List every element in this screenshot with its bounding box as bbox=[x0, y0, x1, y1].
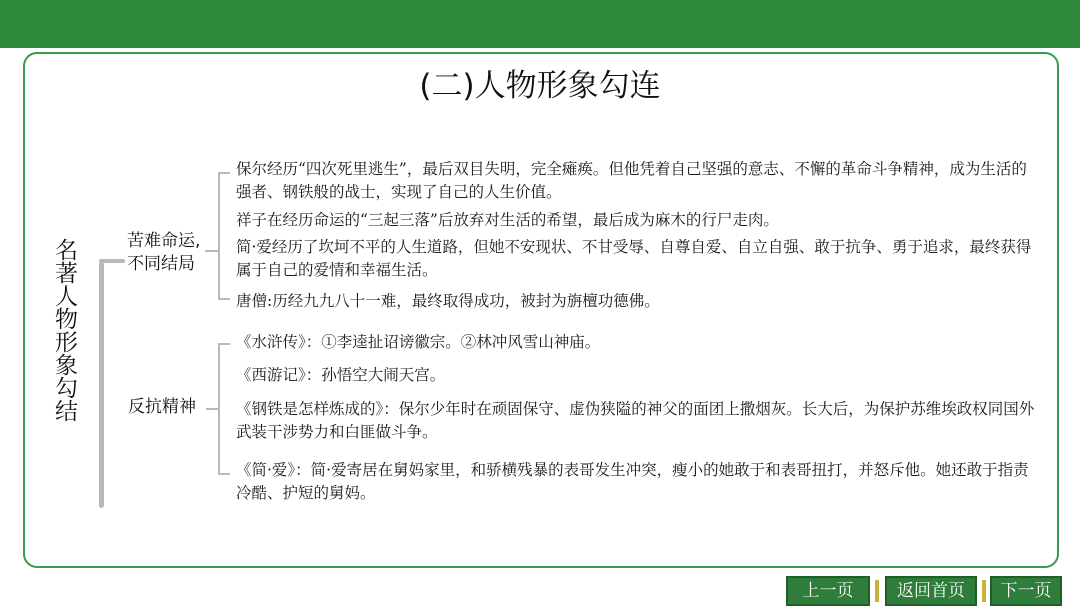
branch-fate-bracket bbox=[218, 172, 220, 300]
nav-separator bbox=[982, 580, 986, 602]
branch-resistance-tick-4 bbox=[218, 473, 230, 475]
branch-fate-connector bbox=[205, 250, 219, 252]
branch-fate-tick-1 bbox=[218, 172, 230, 174]
prev-page-button[interactable]: 上一页 bbox=[786, 576, 870, 606]
slide-title: (二)人物形象勾连 bbox=[419, 68, 661, 104]
branch-resistance-bracket bbox=[218, 343, 220, 475]
branch-label-resistance: 反抗精神 bbox=[128, 397, 196, 417]
fate-item-pavel: 保尔经历“四次死里逃生”，最后双目失明，完全瘫痪。但他凭着自己坚强的意志、不懈的革命斗争精神，成为生活的强者、钢铁般的战士，实现了自己的人生价值。 bbox=[236, 160, 1027, 201]
vertical-topic-title: 名著人物形象勾结 bbox=[51, 238, 77, 422]
main-bracket-line bbox=[99, 262, 104, 508]
branch-fate-tick-4 bbox=[218, 298, 230, 300]
branch-label-fate: 苦难命运, 不同结局 bbox=[127, 231, 201, 274]
home-button[interactable]: 返回首页 bbox=[885, 576, 977, 606]
resistance-item-steel: 《钢铁是怎样炼成的》：保尔少年时在顽固保守、虚伪狭隘的神父的面团上撒烟灰。长大后，为保护苏维埃政权同国外武装干涉势力和白匪做斗争。 bbox=[236, 400, 1035, 441]
fate-item-xiangzi: 祥子在经历命运的“三起三落”后放弃对生活的希望，最后成为麻木的行尸走肉。 bbox=[236, 211, 779, 229]
fate-item-jane-eyre: 简·爱经历了坎坷不平的人生道路，但她不安现状、不甘受辱、自尊自爱、自立自强、敢于抗争、勇于追求，最终获得属于自己的爱情和幸福生活。 bbox=[236, 238, 1032, 279]
fate-item-tang-monk: 唐僧:历经九九八十一难，最终取得成功，被封为旃檀功德佛。 bbox=[236, 292, 660, 310]
branch-resistance-tick-1 bbox=[218, 343, 230, 345]
main-bracket-top-arm bbox=[99, 259, 125, 263]
top-banner bbox=[0, 0, 1080, 48]
resistance-item-water-margin: 《水浒传》：①李逵扯诏谤徽宗。②林冲风雪山神庙。 bbox=[236, 333, 601, 351]
resistance-item-journey-west: 《西游记》：孙悟空大闹天宫。 bbox=[236, 366, 446, 384]
resistance-item-jane-eyre: 《简·爱》：简·爱寄居在舅妈家里，和骄横残暴的表哥发生冲突，瘦小的她敢于和表哥扭打，并怒斥他。她还敢于指责冷酷、护短的舅妈。 bbox=[236, 461, 1029, 502]
next-page-button[interactable]: 下一页 bbox=[990, 576, 1062, 606]
nav-separator bbox=[875, 580, 879, 602]
